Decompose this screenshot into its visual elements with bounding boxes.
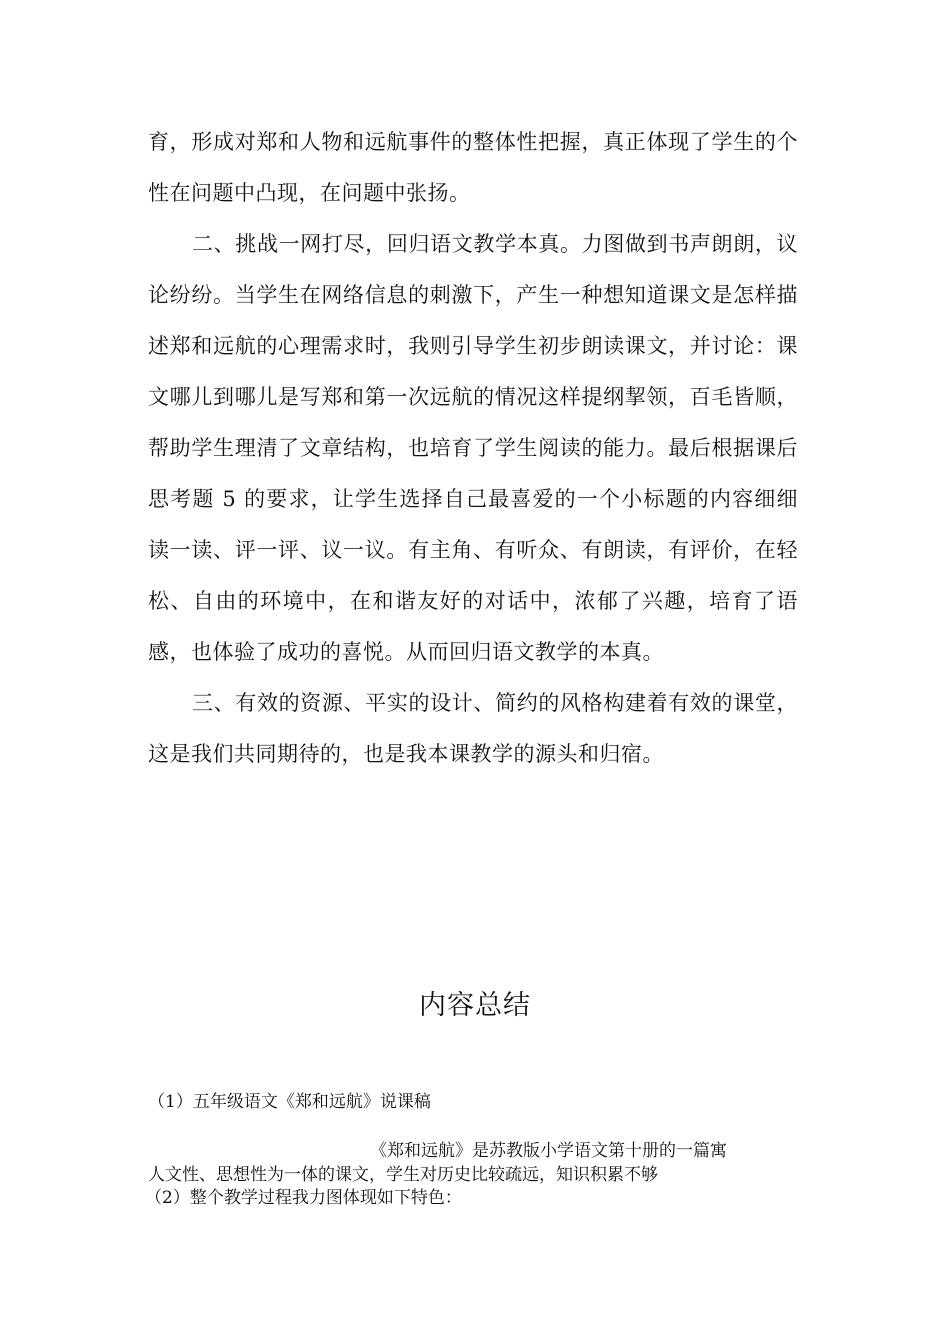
paragraph-continued: 育，形成对郑和人物和远航事件的整体性把握，真正体现了学生的个性在问题中凸现，在问题中张扬。: [148, 130, 798, 205]
summary-description-line-2: 人文性、思想性为一体的课文，学生对历史比较疏远，知识积累不够: [148, 1165, 658, 1185]
summary-description: [148, 1139, 798, 1187]
paragraph-3: 三、有效的资源、平实的设计、简约的风格构建着有效的课堂，这是我们共同期待的，也是我本课教学的源头和归宿。: [148, 691, 798, 766]
summary-item-2: （2）整个教学过程我力图体现如下特色：: [145, 1188, 462, 1208]
body-text: [148, 117, 798, 780]
summary-item-1: （1）五年级语文《郑和远航》说课稿: [148, 1092, 431, 1112]
summary-description-line-1: 《郑和远航》是苏教版小学语文第十册的一篇寓: [370, 1141, 727, 1161]
summary-title: 内容总结: [419, 990, 531, 1021]
paragraph-2: 二、挑战一网打尽，回归语文教学本真。力图做到书声朗朗，议论纷纷。当学生在网络信息的刺激下，产生一种想知道课文是怎样描述郑和远航的心理需求时，我则引导学生初步朗读课文，并讨论：课文哪儿到哪儿是写郑和第一次远航的情况这样提纲挈领，百毛皆顺，帮助学生理清了文章结构，也培育了学生阅读的能力。最后根据课后思考题 5 的要求，让学生选择自己最喜爱的一个小标题的内容细细读一读、评一评、议一议。有主角、有听众、有朗读，有评价，在轻松、自由的环境中，在和谐友好的对话中，浓郁了兴趣，培育了语感，也体验了成功的喜悦。从而回归语文教学的本真。: [148, 232, 798, 664]
